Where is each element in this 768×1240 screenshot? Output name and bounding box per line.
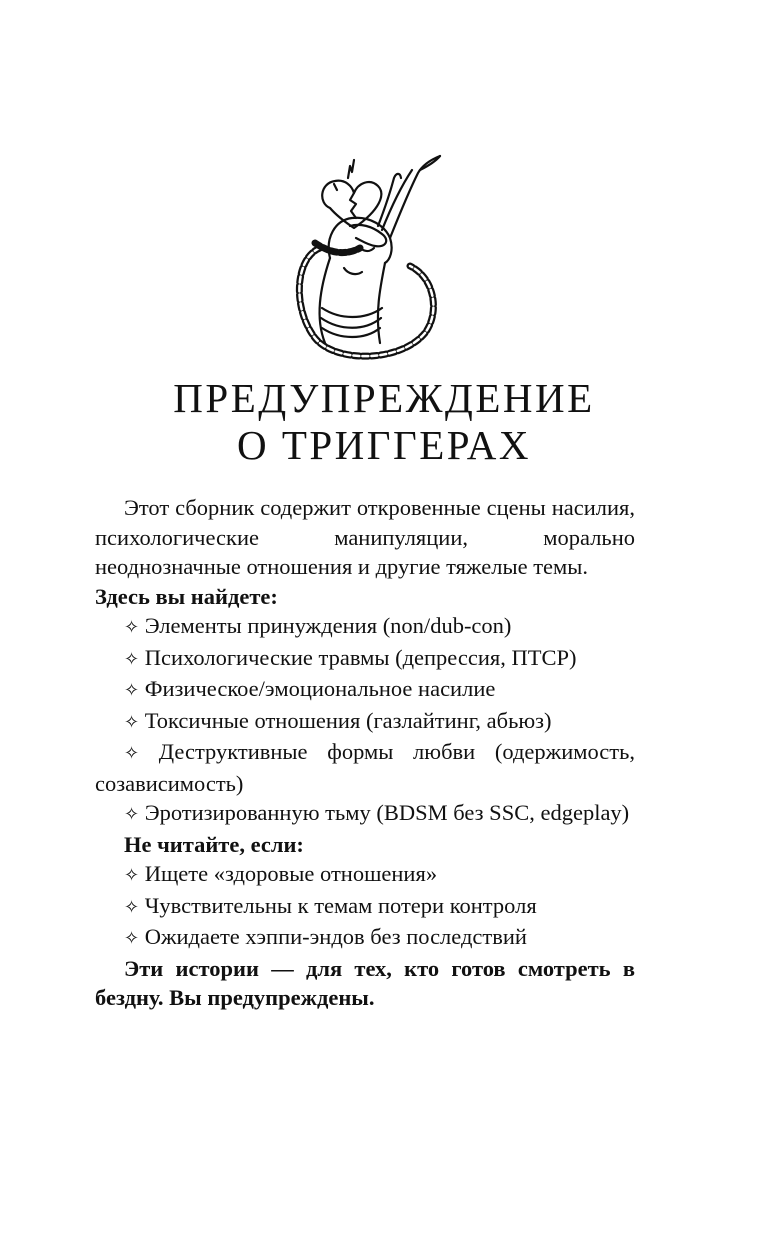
title-line-1: ПРЕДУПРЕЖДЕНИЕ xyxy=(173,375,595,421)
list-item-text: Элементы принуждения (non/dub-con) xyxy=(144,613,512,638)
list-item xyxy=(95,706,635,738)
list-item-text: Психологические травмы (депрессия, ПТСР) xyxy=(144,644,577,670)
hand-heart-chain-illustration xyxy=(290,148,450,368)
star-bullet-icon: ✧ xyxy=(124,804,140,825)
list-item-text: Физическое/эмоциональное насилие xyxy=(144,676,496,701)
dont-read-heading: Не читайте, если: xyxy=(124,831,304,857)
star-bullet-icon: ✧ xyxy=(124,617,140,638)
star-bullet-icon: ✧ xyxy=(124,865,140,886)
list-item xyxy=(95,611,635,643)
title-line-2: О ТРИГГЕРАХ xyxy=(236,422,532,468)
list-item xyxy=(95,643,635,675)
final-warning: Эти истории — для тех, кто готов смотреть в бездну. Вы предупреждены. xyxy=(95,955,635,1010)
warning-body xyxy=(95,493,635,1013)
list-item xyxy=(95,922,635,954)
list-item-text: Токсичные отношения (газлайтинг, абьюз) xyxy=(144,707,552,733)
list-item-text: Эротизированную тьму (BDSM без SSC, edgeplay) xyxy=(144,800,630,825)
list-item xyxy=(95,798,635,830)
list-item xyxy=(95,891,635,923)
list-item-text: Деструктивные формы любви (одержимость, созависимость) xyxy=(95,739,636,796)
star-bullet-icon: ✧ xyxy=(124,896,140,918)
intro-paragraph: Этот сборник содержит откровенные сцены насилия, психологические манипуляции, морально неоднозначные отношения и другие тяжелые темы. xyxy=(95,495,635,579)
list-item xyxy=(95,737,635,798)
find-heading: Здесь вы найдете: xyxy=(95,583,278,609)
list-item xyxy=(95,674,635,706)
list-item-text: Ожидаете хэппи-эндов без последствий xyxy=(144,924,527,949)
star-bullet-icon: ✧ xyxy=(124,928,140,949)
list-item-text: Ищете «здоровые отношения» xyxy=(144,861,438,886)
list-item-text: Чувствительны к темам потери контроля xyxy=(144,892,537,918)
list-item xyxy=(95,859,635,891)
star-bullet-icon: ✧ xyxy=(124,711,140,733)
star-bullet-icon: ✧ xyxy=(124,743,140,764)
star-bullet-icon: ✧ xyxy=(124,648,140,670)
star-bullet-icon: ✧ xyxy=(124,680,140,701)
